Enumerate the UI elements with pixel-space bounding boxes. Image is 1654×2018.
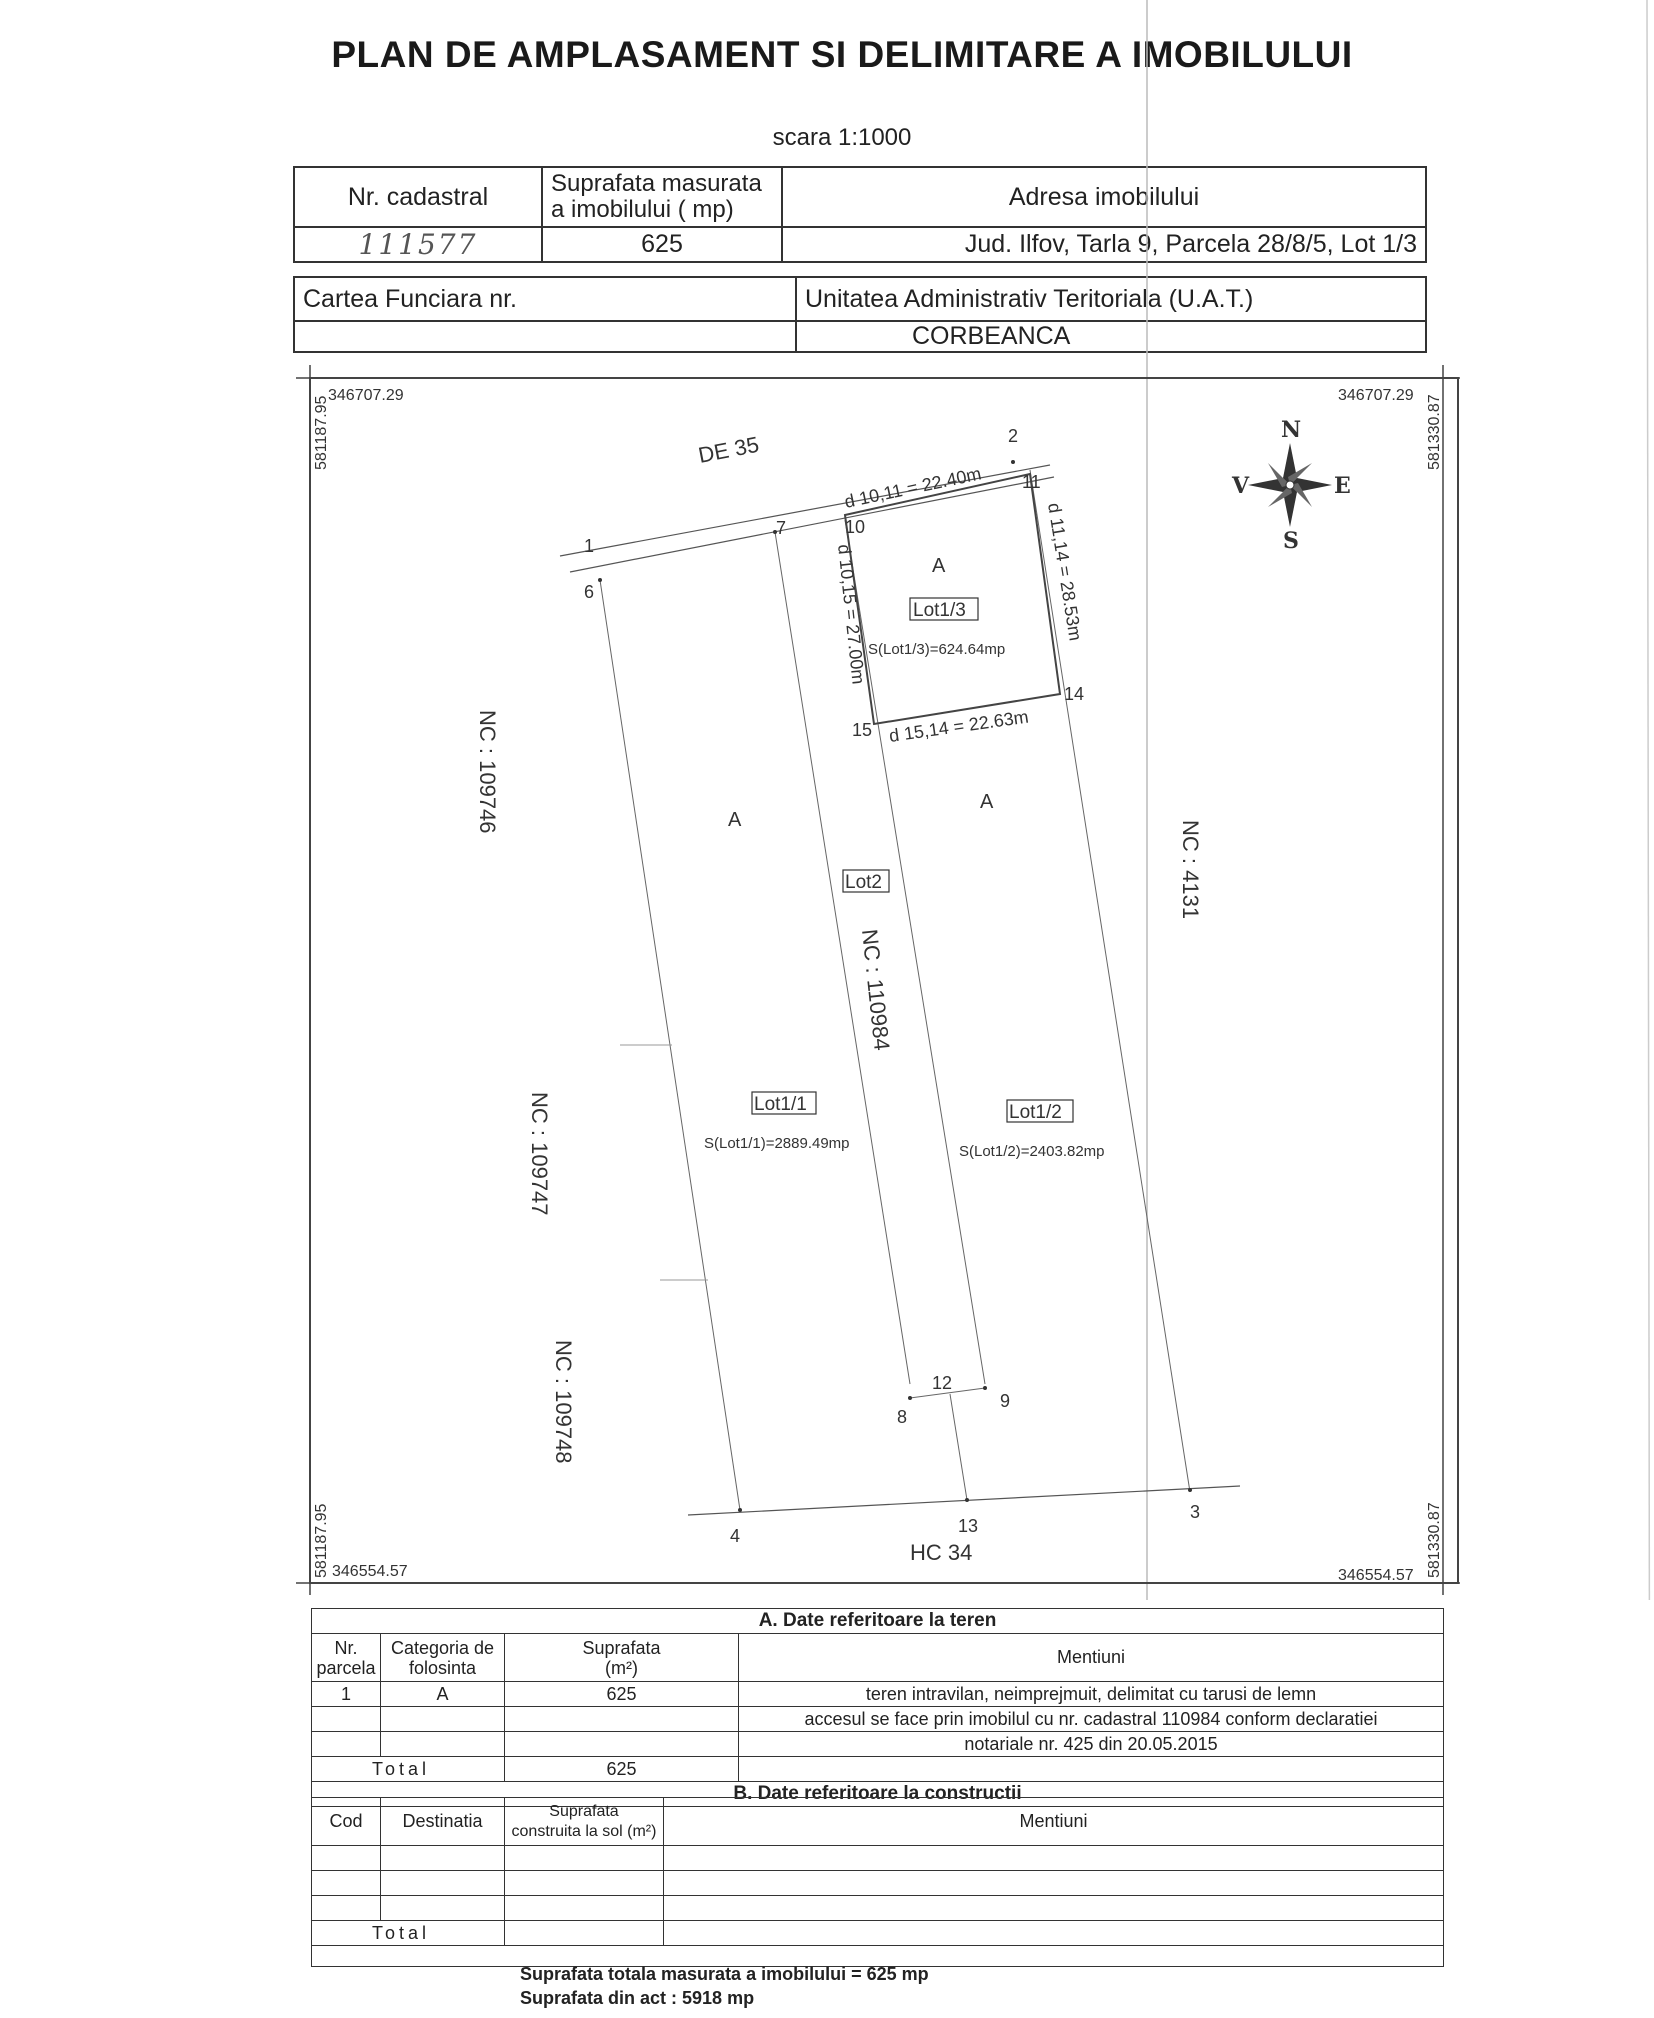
uat-value: CORBEANCA xyxy=(796,321,1426,352)
lot-1-3-name: Lot1/3 xyxy=(913,600,966,621)
coord-bottom-right: 346554.57 xyxy=(1338,1567,1414,1584)
point-label: 1 xyxy=(584,536,595,556)
section-b-table xyxy=(311,1797,1444,1967)
compass-w: V xyxy=(1232,473,1250,499)
coord-left-bottom: 581187.95 xyxy=(313,1503,330,1578)
scale-label: scara 1:1000 xyxy=(772,124,912,151)
header-mentiuni-b: Mentiuni xyxy=(664,1798,1444,1846)
section-a-table xyxy=(311,1608,1444,1807)
header-cod: Cod xyxy=(312,1798,381,1846)
point-label: 9 xyxy=(1000,1391,1011,1411)
header-suprafata: Suprafata (m²) xyxy=(505,1634,739,1682)
point-label: 10 xyxy=(845,517,866,537)
compass-n: N xyxy=(1281,417,1302,443)
coord-top-left: 346707.29 xyxy=(328,387,404,404)
neighbor-nc-110984: NC : 110984 xyxy=(857,927,895,1052)
total-value: 625 xyxy=(505,1757,739,1782)
total-area-line: Suprafata totala masurata a imobilului = 625 mp xyxy=(520,1964,929,1984)
total-label-b: Total xyxy=(312,1921,505,1946)
point-label: 11 xyxy=(1022,472,1041,492)
suprafata-label: Suprafata masurata a imobilului ( mp) xyxy=(542,167,782,227)
lot-1-2-area: S(Lot1/2)=2403.82mp xyxy=(959,1143,1105,1160)
header-nr-parcela: Nr. parcela xyxy=(312,1634,381,1682)
distance-15-14: d 15,14 = 22.63m xyxy=(887,706,1030,746)
nr-cadastral-value: 111577 xyxy=(294,227,542,262)
distance-10-11: d 10,11 = 22.40m xyxy=(842,463,984,512)
coord-bottom-left: 346554.57 xyxy=(332,1563,408,1580)
point-label: 15 xyxy=(852,720,873,740)
nr-cadastral-label: Nr. cadastral xyxy=(294,167,542,227)
coord-right-top: 581330.87 xyxy=(1426,394,1443,470)
adresa-label: Adresa imobilului xyxy=(782,167,1426,227)
header-suprafata-construita: Suprafata construita la sol (m²) xyxy=(505,1798,664,1846)
total-label: Total xyxy=(312,1757,505,1782)
lot-1-1-name: Lot1/1 xyxy=(754,1094,807,1115)
header-destinatia: Destinatia xyxy=(381,1798,505,1846)
section-b-title: B. Date referitoare la constructii xyxy=(312,1782,1444,1807)
lot-1-3-area: S(Lot1/3)=624.64mp xyxy=(868,641,1006,658)
header-categoria: Categoria de folosinta xyxy=(381,1634,505,1682)
row-categorie: A xyxy=(381,1682,505,1707)
point-label: 13 xyxy=(958,1516,979,1536)
mentiuni-line: notariale nr. 425 din 20.05.2015 xyxy=(739,1732,1444,1757)
mentiuni-line: teren intravilan, neimprejmuit, delimitat cu tarusi de lemn xyxy=(739,1682,1444,1707)
point-label: 12 xyxy=(932,1373,953,1393)
neighbor-nc-109746: NC : 109746 xyxy=(475,710,500,834)
section-a-title: A. Date referitoare la teren xyxy=(312,1609,1444,1634)
lot-1-1-category: A xyxy=(728,809,742,831)
lot-1-3-category: A xyxy=(932,555,946,577)
point-label: 3 xyxy=(1190,1502,1201,1522)
scan-edge xyxy=(1647,0,1650,1600)
point-label: 2 xyxy=(1008,426,1019,446)
adresa-value: Jud. Ilfov, Tarla 9, Parcela 28/8/5, Lot 1/3 xyxy=(782,227,1426,262)
road-top: DE 35 xyxy=(696,431,761,468)
distance-11-14: d 11,14 = 28.53m xyxy=(1044,501,1086,643)
neighbor-nc-4131: NC : 4131 xyxy=(1178,820,1203,920)
suprafata-value: 625 xyxy=(542,227,782,262)
coord-left-top: 581187.95 xyxy=(313,395,330,470)
row-suprafata: 625 xyxy=(505,1682,739,1707)
uat-label: Unitatea Administrativ Teritoriala (U.A.T.) xyxy=(796,277,1426,321)
point-label: 7 xyxy=(776,518,787,538)
neighbor-nc-109747: NC : 109747 xyxy=(527,1092,552,1216)
distance-10-15: d 10,15 = 27.00m xyxy=(834,543,869,686)
lot-1-2-name: Lot1/2 xyxy=(1009,1102,1062,1123)
point-label: 8 xyxy=(897,1407,908,1427)
coord-top-right: 346707.29 xyxy=(1338,387,1414,404)
lot-1-1-area: S(Lot1/1)=2889.49mp xyxy=(704,1135,850,1152)
compass-e: E xyxy=(1334,473,1351,499)
compass-rose-icon xyxy=(1231,417,1351,554)
act-area-line: Suprafata din act : 5918 mp xyxy=(520,1988,755,2008)
point-label: 14 xyxy=(1064,684,1085,704)
carte-funciara-label: Cartea Funciara nr. xyxy=(294,277,796,321)
coord-right-bottom: 581330.87 xyxy=(1426,1502,1443,1578)
header-mentiuni: Mentiuni xyxy=(739,1634,1444,1682)
page-title: PLAN DE AMPLASAMENT SI DELIMITARE A IMOBILULUI xyxy=(331,34,1353,75)
lot-1-2-category: A xyxy=(980,791,994,813)
neighbor-nc-109748: NC : 109748 xyxy=(551,1340,576,1464)
compass-s: S xyxy=(1283,528,1299,554)
lot-2-name: Lot2 xyxy=(845,872,882,893)
road-bottom: HC 34 xyxy=(910,1540,973,1565)
mentiuni-line: accesul se face prin imobilul cu nr. cadastral 110984 conform declaratiei xyxy=(739,1707,1444,1732)
point-label: 6 xyxy=(584,582,595,602)
point-label: 4 xyxy=(730,1526,741,1546)
row-nr: 1 xyxy=(312,1682,381,1707)
